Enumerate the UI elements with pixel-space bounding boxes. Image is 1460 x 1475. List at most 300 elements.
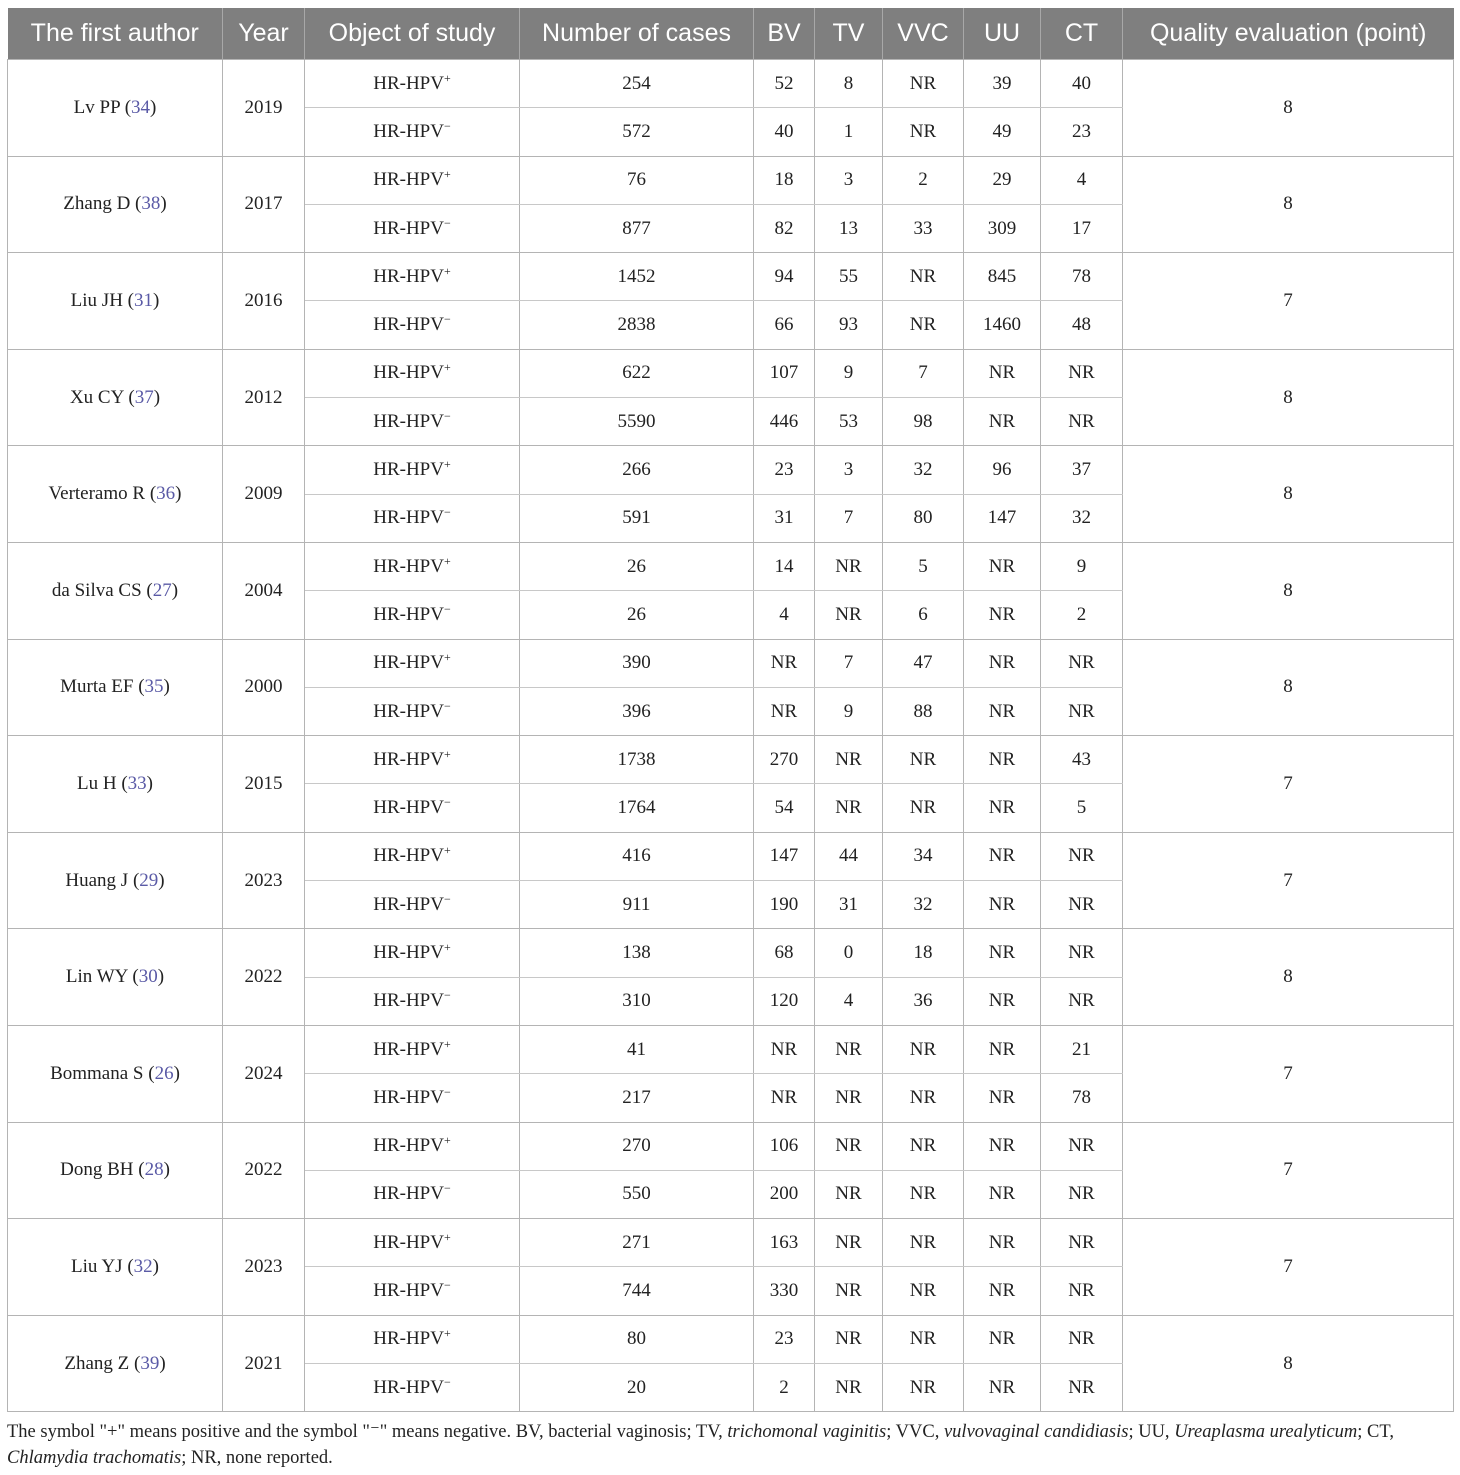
cases-cell: 877 [520,204,754,252]
table-row [8,736,1454,784]
cases-cell: 1764 [520,784,754,832]
bv-cell: 31 [754,494,815,542]
cases-cell: 2838 [520,301,754,349]
footnote-text: ; UU, [1128,1422,1175,1442]
reference-link[interactable]: 33 [127,772,147,794]
object-label: HR-HPV [373,217,444,239]
object-label: HR-HPV [373,893,444,915]
author-cell: Xu CY (37) [8,349,223,446]
ct-cell: 2 [1041,591,1123,639]
cases-cell: 310 [520,977,754,1025]
object-sign: + [443,650,451,665]
object-sign: + [443,1036,451,1051]
ct-cell: NR [1041,929,1123,977]
bv-cell: 107 [754,349,815,397]
uu-cell: NR [964,929,1041,977]
uu-cell: 96 [964,446,1041,494]
object-of-study-cell [305,60,520,108]
object-of-study-cell [305,1267,520,1315]
author-cell: Dong BH (28) [8,1122,223,1219]
tv-cell: 0 [815,929,883,977]
quality-cell: 8 [1123,542,1454,639]
quality-cell: 8 [1123,156,1454,253]
object-sign: − [443,1374,451,1389]
uu-cell: NR [964,1364,1041,1412]
bv-cell: 66 [754,301,815,349]
vvc-cell: NR [883,1267,964,1315]
author-cell: Liu YJ (32) [8,1219,223,1316]
reference-link[interactable]: 30 [138,966,158,988]
ct-cell: 32 [1041,494,1123,542]
table-row [8,1219,1454,1267]
bv-cell: 120 [754,977,815,1025]
uu-cell: NR [964,687,1041,735]
table-container [7,8,1453,1412]
uu-cell: NR [964,591,1041,639]
bv-cell: 54 [754,784,815,832]
vvc-cell: 18 [883,929,964,977]
cases-cell: 1452 [520,253,754,301]
vvc-cell: 34 [883,832,964,880]
vvc-cell: 2 [883,156,964,204]
vvc-cell: NR [883,301,964,349]
vvc-cell: NR [883,253,964,301]
tv-cell: 53 [815,398,883,446]
cases-cell: 217 [520,1074,754,1122]
bv-cell: 68 [754,929,815,977]
cases-cell: 41 [520,1025,754,1073]
uu-cell: 1460 [964,301,1041,349]
object-label: HR-HPV [373,120,444,142]
object-of-study-cell [305,977,520,1025]
bv-cell: 200 [754,1170,815,1218]
ct-cell: NR [1041,1364,1123,1412]
object-label: HR-HPV [373,748,444,770]
object-label: HR-HPV [373,507,444,529]
author-name: Verteramo R [48,483,146,505]
year-cell: 2019 [223,60,305,157]
year-cell: 2024 [223,1025,305,1122]
object-sign: − [443,118,451,133]
uu-cell: NR [964,736,1041,784]
bv-cell: 4 [754,591,815,639]
quality-cell: 7 [1123,253,1454,350]
object-sign: + [443,457,451,472]
author-name: Liu JH [70,289,123,311]
tv-cell: 93 [815,301,883,349]
column-header: UU [964,8,1041,60]
ct-cell: 21 [1041,1025,1123,1073]
bv-cell: 330 [754,1267,815,1315]
tv-cell: NR [815,1219,883,1267]
cases-cell: 5590 [520,398,754,446]
reference-link[interactable]: 28 [144,1159,164,1181]
cases-cell: 622 [520,349,754,397]
vvc-cell: 5 [883,542,964,590]
year-cell: 2023 [223,1219,305,1316]
object-label: HR-HPV [373,410,444,432]
reference-link[interactable]: 39 [140,1352,160,1374]
author-name: Liu YJ [71,1255,123,1277]
table-row [8,542,1454,590]
tv-cell: NR [815,784,883,832]
object-label: HR-HPV [373,1328,444,1350]
year-cell: 2017 [223,156,305,253]
year-cell: 2023 [223,832,305,929]
author-cell: Zhang Z (39) [8,1315,223,1412]
cases-cell: 591 [520,494,754,542]
object-of-study-cell [305,446,520,494]
uu-cell: NR [964,1170,1041,1218]
object-sign: + [443,70,451,85]
reference-link[interactable]: 37 [134,386,154,408]
object-of-study-cell [305,639,520,687]
author-cell: Lv PP (34) [8,60,223,157]
table-row [8,446,1454,494]
object-label: HR-HPV [373,845,444,867]
object-sign: + [443,939,451,954]
bv-cell: 52 [754,60,815,108]
cases-cell: 390 [520,639,754,687]
table-row [8,639,1454,687]
vvc-cell: NR [883,1219,964,1267]
vvc-cell: 32 [883,881,964,929]
uu-cell: NR [964,1267,1041,1315]
ct-cell: 9 [1041,542,1123,590]
bv-cell: NR [754,1025,815,1073]
object-label: HR-HPV [373,603,444,625]
ct-cell: NR [1041,1267,1123,1315]
ct-cell: 5 [1041,784,1123,832]
object-of-study-cell [305,1122,520,1170]
author-name: Murta EF [60,676,134,698]
uu-cell: NR [964,398,1041,446]
bv-cell: NR [754,639,815,687]
object-sign: − [443,1278,451,1293]
object-of-study-cell [305,591,520,639]
object-of-study-cell [305,108,520,156]
ct-cell: NR [1041,1219,1123,1267]
tv-cell: NR [815,1170,883,1218]
author-name: Lu H [77,772,117,794]
table-row [8,929,1454,977]
uu-cell: NR [964,1122,1041,1170]
vvc-cell: 6 [883,591,964,639]
footnote-text: ; CT, [1357,1422,1394,1442]
object-label: HR-HPV [373,1183,444,1205]
vvc-cell: 32 [883,446,964,494]
cases-cell: 550 [520,1170,754,1218]
object-of-study-cell [305,1074,520,1122]
vvc-cell: NR [883,1170,964,1218]
vvc-cell: NR [883,784,964,832]
author-cell: Verteramo R (36) [8,446,223,543]
year-cell: 2004 [223,542,305,639]
object-of-study-cell [305,881,520,929]
vvc-cell: 98 [883,398,964,446]
ct-cell: NR [1041,687,1123,735]
ct-cell: NR [1041,349,1123,397]
tv-cell: 55 [815,253,883,301]
cases-cell: 572 [520,108,754,156]
tv-cell: NR [815,1025,883,1073]
ct-cell: 43 [1041,736,1123,784]
ct-cell: NR [1041,881,1123,929]
author-cell: Huang J (29) [8,832,223,929]
footnote-term: Chlamydia trachomatis [7,1448,182,1468]
object-sign: − [443,988,451,1003]
object-of-study-cell [305,832,520,880]
table-row [8,349,1454,397]
object-sign: − [443,312,451,327]
vvc-cell: NR [883,1025,964,1073]
tv-cell: NR [815,1267,883,1315]
reference-link[interactable]: 32 [133,1255,153,1277]
object-label: HR-HPV [373,265,444,287]
tv-cell: 3 [815,446,883,494]
tv-cell: 9 [815,349,883,397]
reference-link[interactable]: 26 [154,1062,174,1084]
reference-link[interactable]: 34 [131,96,151,118]
year-cell: 2015 [223,736,305,833]
vvc-cell: NR [883,1315,964,1363]
object-label: HR-HPV [373,1280,444,1302]
uu-cell: 147 [964,494,1041,542]
vvc-cell: 33 [883,204,964,252]
cases-cell: 138 [520,929,754,977]
object-of-study-cell [305,1219,520,1267]
object-label: HR-HPV [373,1038,444,1060]
cases-cell: 76 [520,156,754,204]
author-cell: Liu JH (31) [8,253,223,350]
object-of-study-cell [305,301,520,349]
vvc-cell: NR [883,60,964,108]
bv-cell: 446 [754,398,815,446]
object-sign: − [443,505,451,520]
object-sign: + [443,1229,451,1244]
object-of-study-cell [305,494,520,542]
ct-cell: NR [1041,832,1123,880]
cases-cell: 744 [520,1267,754,1315]
object-label: HR-HPV [373,1135,444,1157]
object-of-study-cell [305,1170,520,1218]
tv-cell: 7 [815,639,883,687]
tv-cell: NR [815,1315,883,1363]
quality-cell: 7 [1123,736,1454,833]
table-header-row [8,8,1454,60]
ct-cell: NR [1041,1170,1123,1218]
object-sign: − [443,1084,451,1099]
quality-cell: 7 [1123,1025,1454,1122]
tv-cell: NR [815,1074,883,1122]
cases-cell: 1738 [520,736,754,784]
tv-cell: 4 [815,977,883,1025]
tv-cell: NR [815,1364,883,1412]
quality-cell: 7 [1123,1122,1454,1219]
ct-cell: NR [1041,398,1123,446]
object-of-study-cell [305,398,520,446]
tv-cell: 1 [815,108,883,156]
reference-link[interactable]: 38 [141,193,161,215]
object-of-study-cell [305,542,520,590]
author-cell: Zhang D (38) [8,156,223,253]
object-of-study-cell [305,253,520,301]
column-header: Quality evaluation (point) [1123,8,1454,60]
object-sign: − [443,891,451,906]
bv-cell: 190 [754,881,815,929]
cases-cell: 266 [520,446,754,494]
footnote-text: ; NR, none reported. [181,1448,333,1468]
table-row [8,832,1454,880]
author-name: Lv PP [73,96,120,118]
reference-link[interactable]: 31 [134,289,153,311]
author-cell: Lin WY (30) [8,929,223,1026]
cases-cell: 911 [520,881,754,929]
object-label: HR-HPV [373,459,444,481]
uu-cell: NR [964,1025,1041,1073]
uu-cell: NR [964,881,1041,929]
object-label: HR-HPV [373,362,444,384]
tv-cell: NR [815,736,883,784]
bv-cell: 23 [754,1315,815,1363]
object-sign: − [443,795,451,810]
uu-cell: NR [964,977,1041,1025]
quality-cell: 8 [1123,446,1454,543]
object-label: HR-HPV [373,700,444,722]
quality-cell: 7 [1123,1219,1454,1316]
tv-cell: 9 [815,687,883,735]
uu-cell: 309 [964,204,1041,252]
ct-cell: 37 [1041,446,1123,494]
ct-cell: 78 [1041,253,1123,301]
tv-cell: 7 [815,494,883,542]
table-row [8,1025,1454,1073]
object-label: HR-HPV [373,314,444,336]
cases-cell: 271 [520,1219,754,1267]
uu-cell: 39 [964,60,1041,108]
quality-cell: 7 [1123,832,1454,929]
tv-cell: NR [815,542,883,590]
object-label: HR-HPV [373,1376,444,1398]
object-label: HR-HPV [373,797,444,819]
column-header: TV [815,8,883,60]
quality-cell: 8 [1123,60,1454,157]
object-sign: + [443,843,451,858]
object-label: HR-HPV [373,652,444,674]
author-name: Xu CY [69,386,124,408]
author-name: Huang J [65,869,129,891]
object-label: HR-HPV [373,1086,444,1108]
object-label: HR-HPV [373,990,444,1012]
quality-cell: 8 [1123,639,1454,736]
uu-cell: 845 [964,253,1041,301]
vvc-cell: 47 [883,639,964,687]
bv-cell: 2 [754,1364,815,1412]
author-name: Dong BH [60,1159,134,1181]
footnote-term: Ureaplasma urealyticum [1174,1422,1358,1442]
reference-link[interactable]: 27 [152,579,172,601]
study-characteristics-table [7,8,1454,1412]
tv-cell: 13 [815,204,883,252]
column-header: Number of cases [520,8,754,60]
object-of-study-cell [305,156,520,204]
vvc-cell: 36 [883,977,964,1025]
ct-cell: NR [1041,1122,1123,1170]
vvc-cell: 7 [883,349,964,397]
ct-cell: 78 [1041,1074,1123,1122]
table-row [8,60,1454,108]
bv-cell: 40 [754,108,815,156]
cases-cell: 270 [520,1122,754,1170]
author-name: Lin WY [65,966,128,988]
bv-cell: 106 [754,1122,815,1170]
column-header: Object of study [305,8,520,60]
vvc-cell: NR [883,736,964,784]
object-sign: − [443,601,451,616]
ct-cell: 23 [1041,108,1123,156]
object-label: HR-HPV [373,555,444,577]
uu-cell: NR [964,1219,1041,1267]
author-cell: Lu H (33) [8,736,223,833]
reference-link[interactable]: 29 [139,869,159,891]
footnote-term: vulvovaginal candidiasis [943,1422,1129,1442]
object-of-study-cell [305,784,520,832]
cases-cell: 254 [520,60,754,108]
quality-cell: 8 [1123,929,1454,1026]
vvc-cell: NR [883,108,964,156]
bv-cell: 82 [754,204,815,252]
author-cell: Murta EF (35) [8,639,223,736]
bv-cell: 14 [754,542,815,590]
footnote-text: ; VVC, [886,1422,944,1442]
reference-link[interactable]: 36 [156,483,176,505]
bv-cell: NR [754,687,815,735]
tv-cell: 31 [815,881,883,929]
ct-cell: NR [1041,977,1123,1025]
uu-cell: NR [964,542,1041,590]
quality-cell: 8 [1123,349,1454,446]
cases-cell: 396 [520,687,754,735]
table-row [8,1315,1454,1363]
bv-cell: 18 [754,156,815,204]
object-sign: + [443,746,451,761]
uu-cell: NR [964,639,1041,687]
year-cell: 2000 [223,639,305,736]
table-row [8,1122,1454,1170]
object-sign: − [443,698,451,713]
cases-cell: 26 [520,591,754,639]
vvc-cell: NR [883,1364,964,1412]
table-row [8,156,1454,204]
bv-cell: NR [754,1074,815,1122]
object-of-study-cell [305,1364,520,1412]
object-of-study-cell [305,204,520,252]
reference-link[interactable]: 35 [144,676,164,698]
cases-cell: 80 [520,1315,754,1363]
object-label: HR-HPV [373,169,444,191]
tv-cell: 44 [815,832,883,880]
object-sign: + [443,167,451,182]
footnote-text: The symbol "+" means positive and the symbol "⁻" means negative. BV, bacterial vaginosis; TV, [7,1422,728,1442]
ct-cell: 48 [1041,301,1123,349]
object-sign: − [443,215,451,230]
year-cell: 2022 [223,929,305,1026]
ct-cell: NR [1041,1315,1123,1363]
object-label: HR-HPV [373,941,444,963]
column-header: BV [754,8,815,60]
author-name: Zhang Z [64,1352,130,1374]
year-cell: 2021 [223,1315,305,1412]
